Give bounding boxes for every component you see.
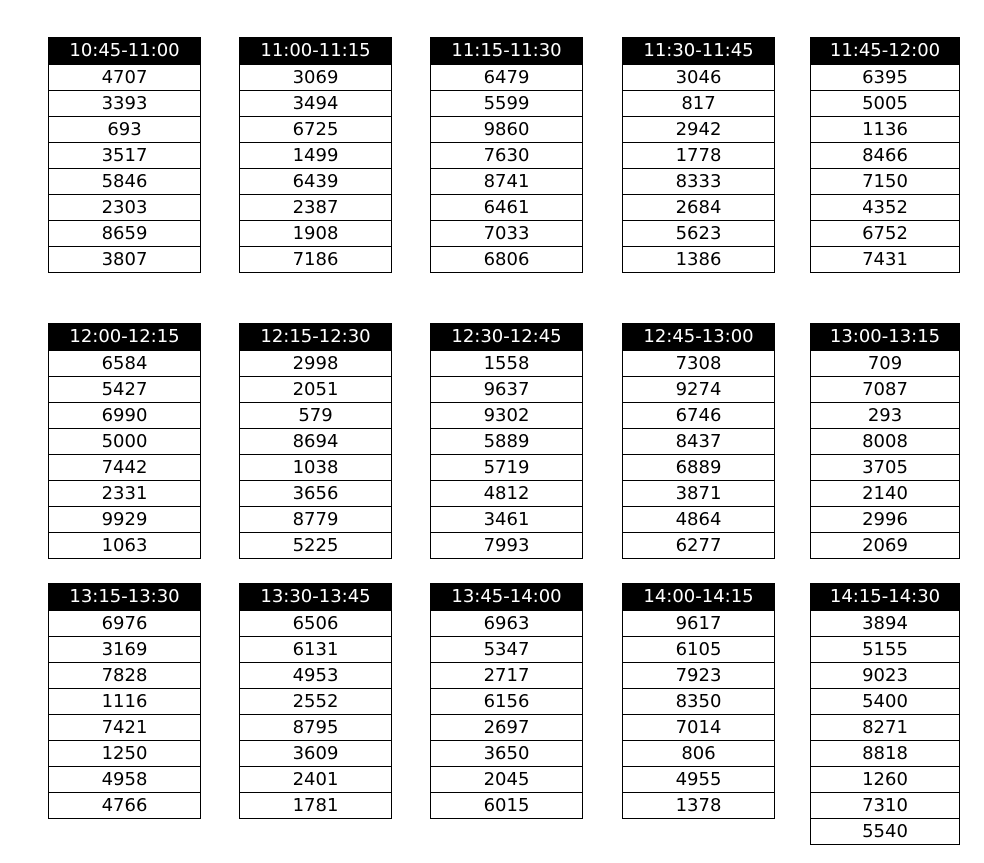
table-cell: 7033	[431, 220, 582, 246]
table-header: 13:45-14:00	[431, 584, 582, 610]
table-cell: 2331	[49, 480, 200, 506]
table-cell: 3705	[811, 454, 959, 480]
table-cell: 6725	[240, 116, 391, 142]
table-cell: 1386	[623, 246, 774, 272]
table-cell: 7630	[431, 142, 582, 168]
table-cell: 6806	[431, 246, 582, 272]
table-cell: 2996	[811, 506, 959, 532]
table-cell: 4707	[49, 64, 200, 90]
table-cell: 1499	[240, 142, 391, 168]
table-cell: 8659	[49, 220, 200, 246]
table-cell: 6479	[431, 64, 582, 90]
table-header: 13:30-13:45	[240, 584, 391, 610]
table-cell: 7828	[49, 662, 200, 688]
table-cell: 9929	[49, 506, 200, 532]
table-cell: 8741	[431, 168, 582, 194]
table-cell: 7087	[811, 376, 959, 402]
table-header: 13:00-13:15	[811, 324, 959, 350]
table-cell: 7442	[49, 454, 200, 480]
table-cell: 1378	[623, 792, 774, 818]
table-cell: 2552	[240, 688, 391, 714]
table-header: 11:45-12:00	[811, 38, 959, 64]
table-cell: 3650	[431, 740, 582, 766]
table-cell: 817	[623, 90, 774, 116]
table-cell: 7014	[623, 714, 774, 740]
table-cell: 4953	[240, 662, 391, 688]
time-table	[48, 583, 201, 819]
table-cell: 9274	[623, 376, 774, 402]
table-cell: 4766	[49, 792, 200, 818]
table-header: 11:15-11:30	[431, 38, 582, 64]
table-cell: 6963	[431, 610, 582, 636]
table-cell: 8271	[811, 714, 959, 740]
table-cell: 3461	[431, 506, 582, 532]
table-header: 14:15-14:30	[811, 584, 959, 610]
time-table	[810, 323, 960, 559]
table-cell: 7993	[431, 532, 582, 558]
time-table	[239, 37, 392, 273]
table-cell: 2051	[240, 376, 391, 402]
table-cell: 5846	[49, 168, 200, 194]
table-cell: 2998	[240, 350, 391, 376]
table-cell: 7308	[623, 350, 774, 376]
table-cell: 8437	[623, 428, 774, 454]
table-cell: 2140	[811, 480, 959, 506]
time-table	[48, 37, 201, 273]
table-cell: 6439	[240, 168, 391, 194]
table-cell: 3807	[49, 246, 200, 272]
table-cell: 4958	[49, 766, 200, 792]
table-cell: 3656	[240, 480, 391, 506]
table-cell: 7421	[49, 714, 200, 740]
time-table	[48, 323, 201, 559]
table-cell: 6752	[811, 220, 959, 246]
time-table	[239, 583, 392, 819]
table-cell: 2684	[623, 194, 774, 220]
table-cell: 1250	[49, 740, 200, 766]
table-cell: 5889	[431, 428, 582, 454]
table-cell: 5623	[623, 220, 774, 246]
table-cell: 4864	[623, 506, 774, 532]
table-header: 12:30-12:45	[431, 324, 582, 350]
time-table	[430, 583, 583, 819]
table-cell: 6976	[49, 610, 200, 636]
table-cell: 9617	[623, 610, 774, 636]
table-cell: 5347	[431, 636, 582, 662]
table-cell: 7310	[811, 792, 959, 818]
table-cell: 5599	[431, 90, 582, 116]
table-cell: 6277	[623, 532, 774, 558]
table-cell: 6461	[431, 194, 582, 220]
table-header: 12:00-12:15	[49, 324, 200, 350]
table-cell: 3871	[623, 480, 774, 506]
table-cell: 4352	[811, 194, 959, 220]
table-cell: 8466	[811, 142, 959, 168]
table-cell: 1136	[811, 116, 959, 142]
table-header: 10:45-11:00	[49, 38, 200, 64]
table-cell: 9302	[431, 402, 582, 428]
time-table	[810, 37, 960, 273]
time-table	[239, 323, 392, 559]
table-cell: 8333	[623, 168, 774, 194]
table-cell: 9860	[431, 116, 582, 142]
table-cell: 8818	[811, 740, 959, 766]
table-cell: 6506	[240, 610, 391, 636]
table-cell: 4812	[431, 480, 582, 506]
table-cell: 3609	[240, 740, 391, 766]
table-cell: 2303	[49, 194, 200, 220]
table-cell: 2401	[240, 766, 391, 792]
table-cell: 1908	[240, 220, 391, 246]
table-header: 11:30-11:45	[623, 38, 774, 64]
table-cell: 7186	[240, 246, 391, 272]
time-table	[430, 323, 583, 559]
table-cell: 6131	[240, 636, 391, 662]
table-cell: 6105	[623, 636, 774, 662]
table-cell: 8795	[240, 714, 391, 740]
table-cell: 6395	[811, 64, 959, 90]
table-cell: 6156	[431, 688, 582, 714]
table-cell: 6746	[623, 402, 774, 428]
table-cell: 3169	[49, 636, 200, 662]
table-cell: 7923	[623, 662, 774, 688]
table-cell: 8779	[240, 506, 391, 532]
table-cell: 3046	[623, 64, 774, 90]
table-header: 13:15-13:30	[49, 584, 200, 610]
table-cell: 2045	[431, 766, 582, 792]
table-header: 14:00-14:15	[623, 584, 774, 610]
table-cell: 8694	[240, 428, 391, 454]
table-cell: 1260	[811, 766, 959, 792]
table-cell: 3069	[240, 64, 391, 90]
table-cell: 6990	[49, 402, 200, 428]
table-cell: 5400	[811, 688, 959, 714]
table-cell: 293	[811, 402, 959, 428]
table-cell: 8008	[811, 428, 959, 454]
table-cell: 1063	[49, 532, 200, 558]
table-cell: 1038	[240, 454, 391, 480]
table-cell: 579	[240, 402, 391, 428]
table-cell: 5719	[431, 454, 582, 480]
time-table	[622, 323, 775, 559]
table-cell: 5155	[811, 636, 959, 662]
table-cell: 9023	[811, 662, 959, 688]
table-cell: 2942	[623, 116, 774, 142]
table-cell: 1116	[49, 688, 200, 714]
table-cell: 5005	[811, 90, 959, 116]
table-cell: 2387	[240, 194, 391, 220]
time-table	[810, 583, 960, 845]
table-cell: 5000	[49, 428, 200, 454]
table-cell: 3517	[49, 142, 200, 168]
table-cell: 5427	[49, 376, 200, 402]
table-header: 12:15-12:30	[240, 324, 391, 350]
table-cell: 3393	[49, 90, 200, 116]
table-cell: 806	[623, 740, 774, 766]
table-cell: 6584	[49, 350, 200, 376]
table-cell: 709	[811, 350, 959, 376]
table-cell: 1778	[623, 142, 774, 168]
table-cell: 9637	[431, 376, 582, 402]
time-table	[622, 37, 775, 273]
time-table	[622, 583, 775, 819]
table-cell: 2697	[431, 714, 582, 740]
table-cell: 7150	[811, 168, 959, 194]
table-header: 11:00-11:15	[240, 38, 391, 64]
table-cell: 5540	[811, 818, 959, 844]
table-cell: 8350	[623, 688, 774, 714]
table-cell: 6015	[431, 792, 582, 818]
table-cell: 5225	[240, 532, 391, 558]
table-cell: 2069	[811, 532, 959, 558]
table-cell: 6889	[623, 454, 774, 480]
table-cell: 4955	[623, 766, 774, 792]
table-cell: 3494	[240, 90, 391, 116]
table-cell: 3894	[811, 610, 959, 636]
table-header: 12:45-13:00	[623, 324, 774, 350]
table-cell: 693	[49, 116, 200, 142]
table-cell: 1781	[240, 792, 391, 818]
time-table	[430, 37, 583, 273]
table-cell: 1558	[431, 350, 582, 376]
table-cell: 2717	[431, 662, 582, 688]
table-cell: 7431	[811, 246, 959, 272]
